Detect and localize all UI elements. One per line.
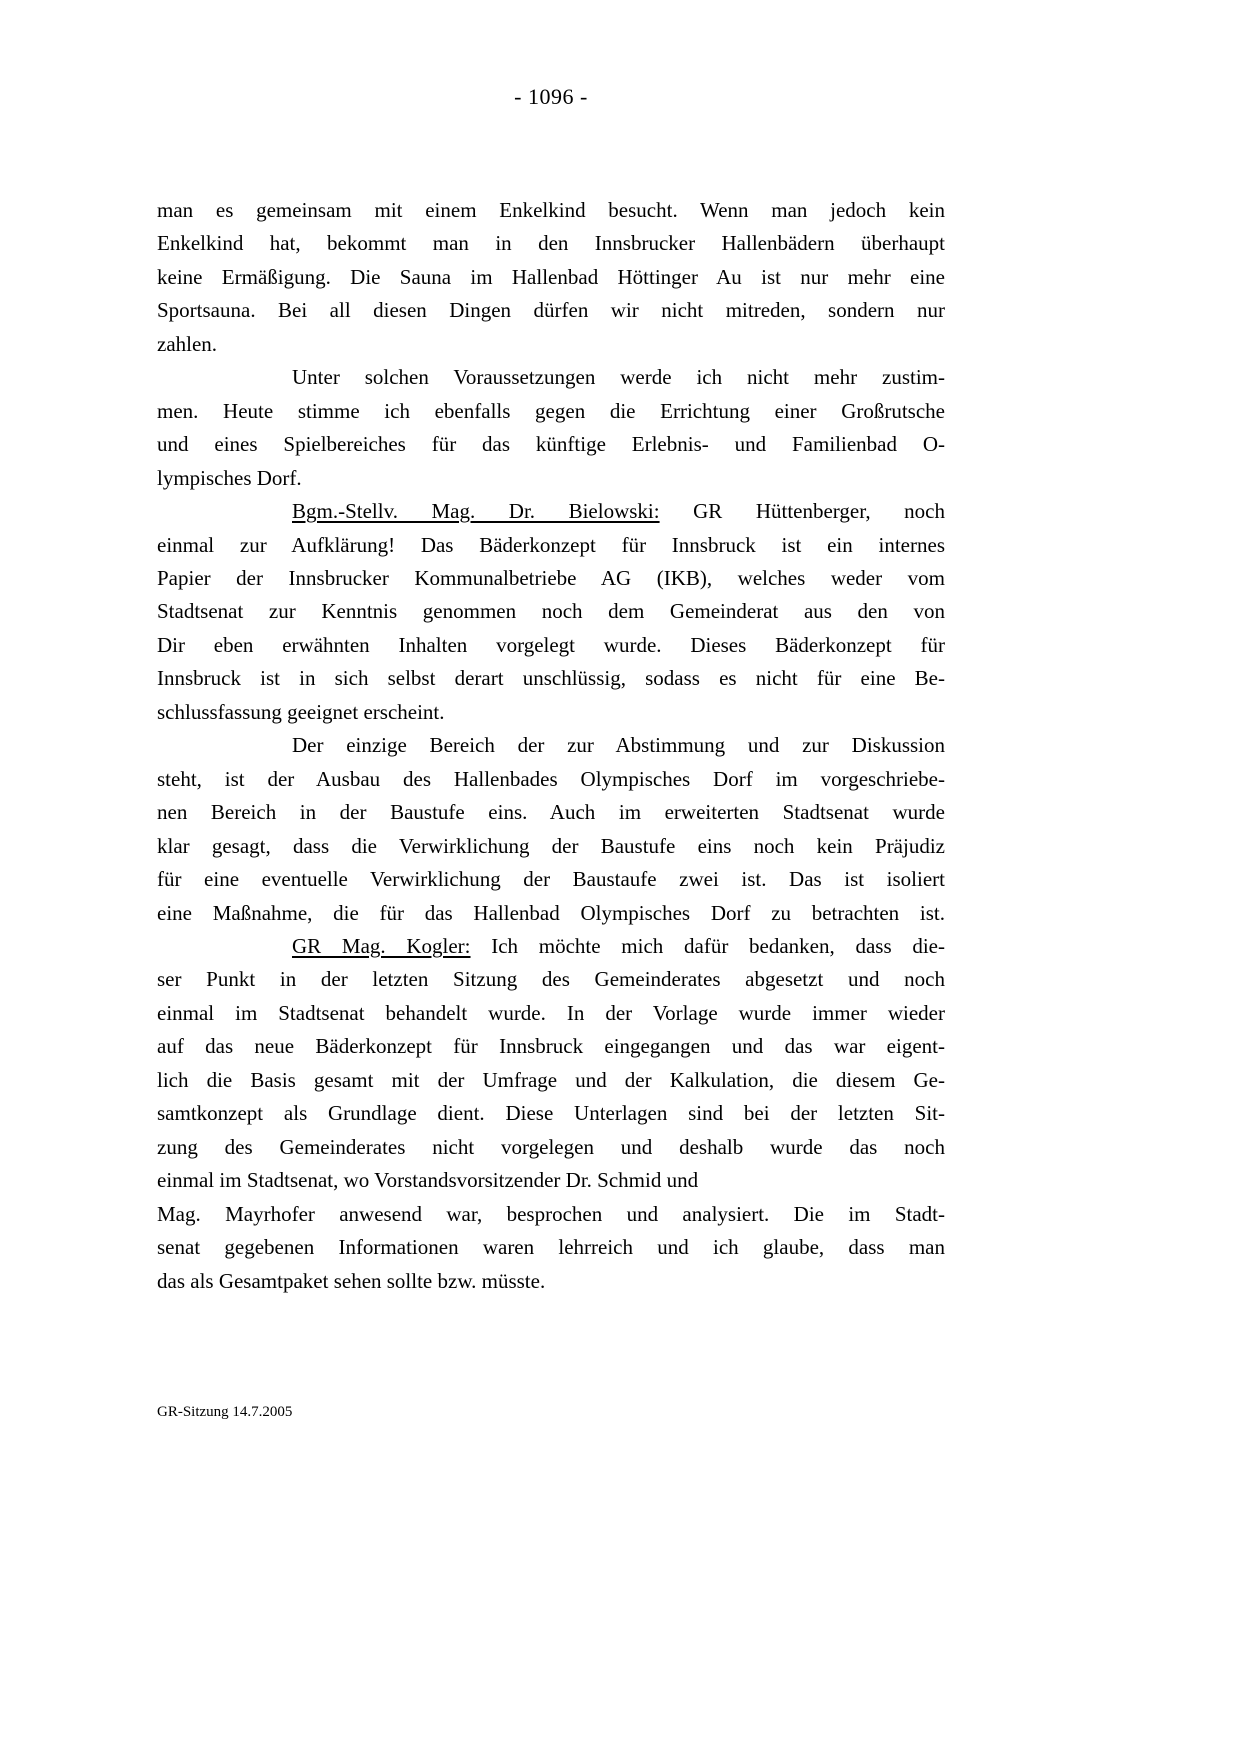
text-segment: das als Gesamtpaket sehen sollte bzw. müsste. <box>157 1268 546 1293</box>
text-segment: einmal zur Aufklärung! Das Bäderkonzept für Innsbruck ist ein internes <box>157 532 945 557</box>
text-line <box>157 294 945 327</box>
speaker-name: GR Mag. Kogler: <box>292 933 471 958</box>
text-line <box>157 963 945 996</box>
text-segment: zung des Gemeinderates nicht vorgelegen und deshalb wurde das noch <box>157 1134 945 1159</box>
text-segment: einmal im Stadtsenat behandelt wurde. In der Vorlage wurde immer wieder <box>157 1000 945 1025</box>
text-line <box>157 1198 945 1231</box>
text-line <box>157 227 945 260</box>
text-line <box>157 261 945 294</box>
text-segment: auf das neue Bäderkonzept für Innsbruck eingegangen und das war eigent- <box>157 1034 945 1059</box>
paragraph <box>157 930 945 1298</box>
paragraph <box>157 194 945 361</box>
text-line <box>157 997 945 1030</box>
text-segment: men. Heute stimme ich ebenfalls gegen die Errichtung einer Großrutsche <box>157 398 945 423</box>
text-segment: und eines Spielbereiches für das künftige Erlebnis- und Familienbad O- <box>157 432 945 457</box>
text-segment: samtkonzept als Grundlage dient. Diese Unterlagen sind bei der letzten Sit- <box>157 1101 945 1126</box>
document-body <box>157 194 945 1298</box>
text-line <box>157 1131 945 1164</box>
text-line <box>157 796 945 829</box>
text-segment: GR Hüttenberger, noch <box>659 499 945 524</box>
text-segment: zahlen. <box>157 331 218 356</box>
text-line <box>157 863 945 896</box>
text-line <box>157 194 945 227</box>
text-line <box>157 462 945 495</box>
text-line <box>157 1231 945 1264</box>
text-segment: lich die Basis gesamt mit der Umfrage und der Kalkulation, die diesem Ge- <box>157 1067 945 1092</box>
text-segment: Innsbruck ist in sich selbst derart unschlüssig, sodass es nicht für eine Be- <box>157 666 945 691</box>
text-line <box>157 428 945 461</box>
text-segment: lympisches Dorf. <box>157 465 302 490</box>
text-segment: Sportsauna. Bei all diesen Dingen dürfen wir nicht mitreden, sondern nur <box>157 298 945 323</box>
text-line <box>157 662 945 695</box>
speaker-name: Bgm.-Stellv. Mag. Dr. Bielowski: <box>292 499 660 524</box>
text-segment: keine Ermäßigung. Die Sauna im Hallenbad Höttinger Au ist nur mehr eine <box>157 264 945 289</box>
text-line <box>157 495 945 528</box>
text-segment: Unter solchen Voraussetzungen werde ich nicht mehr zustim- <box>292 365 945 390</box>
text-line <box>157 395 945 428</box>
text-segment: eine Maßnahme, die für das Hallenbad Olympisches Dorf zu betrachten ist. <box>157 900 945 925</box>
text-line <box>157 1030 945 1063</box>
text-segment: schlussfassung geeignet erscheint. <box>157 699 445 724</box>
text-segment: man es gemeinsam mit einem Enkelkind besucht. Wenn man jedoch kein <box>157 198 945 222</box>
footer-session-label: GR-Sitzung 14.7.2005 <box>157 1404 293 1420</box>
text-segment: Dir eben erwähnten Inhalten vorgelegt wurde. Dieses Bäderkonzept für <box>157 632 945 657</box>
text-segment: senat gegebenen Informationen waren lehrreich und ich glaube, dass man <box>157 1235 945 1260</box>
text-line <box>157 595 945 628</box>
text-line <box>157 1097 945 1130</box>
text-segment: Der einzige Bereich der zur Abstimmung und zur Diskussion <box>292 733 945 758</box>
text-segment: steht, ist der Ausbau des Hallenbades Olympisches Dorf im vorgeschriebe- <box>157 766 945 791</box>
text-line <box>157 328 945 361</box>
text-line <box>157 897 945 930</box>
paragraph <box>157 495 945 729</box>
text-line <box>157 763 945 796</box>
paragraph <box>157 361 945 495</box>
text-segment: Ich möchte mich dafür bedanken, dass die- <box>470 933 945 958</box>
text-segment: einmal im Stadtsenat, wo Vorstandsvorsitzender Dr. Schmid und <box>157 1168 699 1193</box>
text-line <box>157 1265 945 1298</box>
paragraph <box>157 729 945 930</box>
text-segment: klar gesagt, dass die Verwirklichung der Baustufe eins noch kein Präjudiz <box>157 833 945 858</box>
text-line <box>157 930 945 963</box>
text-segment: nen Bereich in der Baustufe eins. Auch im erweiterten Stadtsenat wurde <box>157 800 945 825</box>
text-segment: ser Punkt in der letzten Sitzung des Gemeinderates abgesetzt und noch <box>157 967 945 992</box>
text-line <box>157 1064 945 1097</box>
text-line <box>157 629 945 662</box>
page-number: - 1096 - <box>514 84 588 109</box>
text-segment: Enkelkind hat, bekommt man in den Innsbrucker Hallenbädern überhaupt <box>157 231 945 256</box>
text-line <box>157 729 945 762</box>
text-line <box>157 830 945 863</box>
text-line <box>157 361 945 394</box>
text-segment: für eine eventuelle Verwirklichung der Baustaufe zwei ist. Das ist isoliert <box>157 867 945 892</box>
text-line <box>157 696 945 729</box>
text-segment: Mag. Mayrhofer anwesend war, besprochen und analysiert. Die im Stadt- <box>157 1201 945 1226</box>
text-segment: Stadtsenat zur Kenntnis genommen noch dem Gemeinderat aus den von <box>157 599 945 624</box>
text-line <box>157 1164 945 1197</box>
text-segment: Papier der Innsbrucker Kommunalbetriebe AG (IKB), welches weder vom <box>157 565 945 590</box>
text-line <box>157 562 945 595</box>
text-line <box>157 529 945 562</box>
